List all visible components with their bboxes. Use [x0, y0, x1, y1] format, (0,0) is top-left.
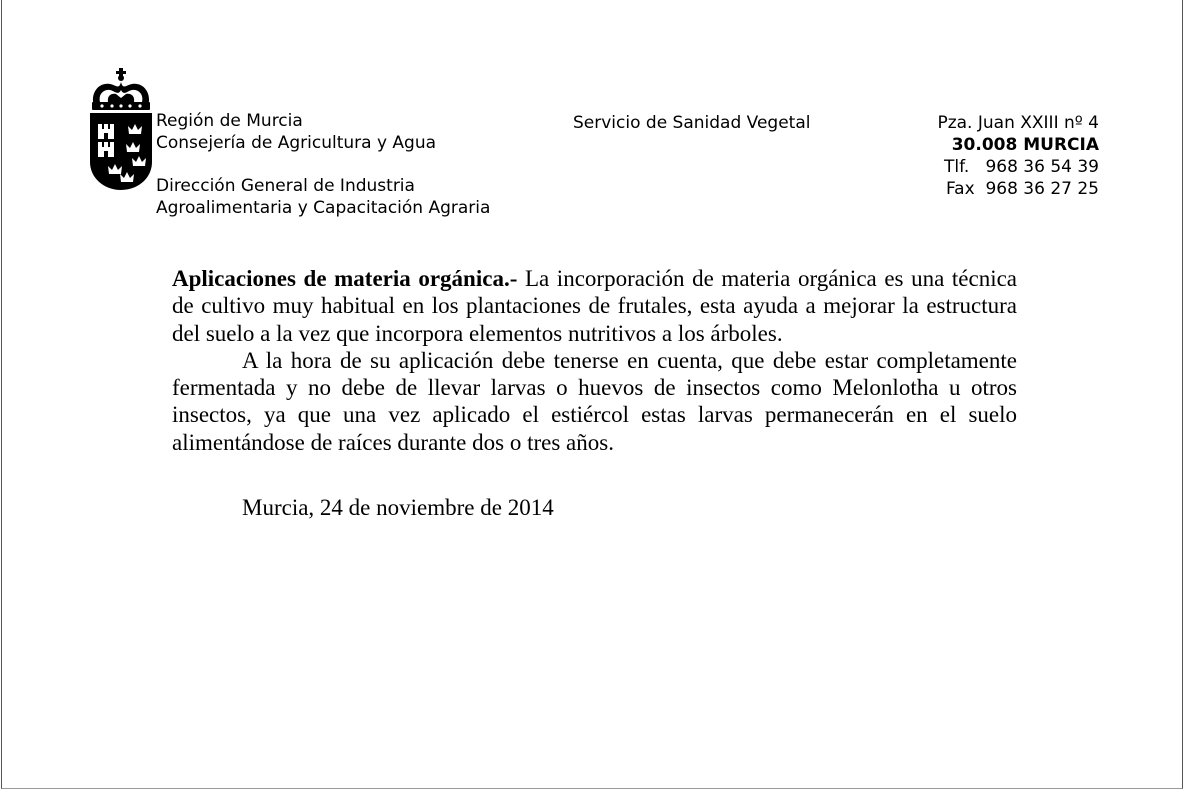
- service-name: Servicio de Sanidad Vegetal: [573, 113, 811, 133]
- region-murcia-coat-of-arms-icon: [88, 68, 154, 192]
- paragraph-1: [172, 265, 1017, 347]
- date-line: Murcia, 24 de noviembre de 2014: [242, 495, 554, 520]
- section-heading: Aplicaciones de materia orgánica.-: [172, 266, 518, 291]
- paragraph-2: A la hora de su aplicación debe tenerse en cuenta, que debe estar completamente fermentada y no debe de llevar larvas o huevos de insectos como Melonlotha u otros insectos, ya que una vez aplicado el estiércol estas larvas permanecerán en el suelo alimentándose de raíces durante dos o tres años.: [172, 347, 1017, 455]
- paragraph-1-text: La incorporación de materia orgánica es una técnica de cultivo muy habitual en los plantaciones de frutales, esta ayuda a mejorar la estructura del suelo a la vez que incorpora elementos nutritivos a los árboles.: [172, 266, 1017, 346]
- phone-number: Tlf. 968 36 54 39: [943, 157, 1099, 177]
- address-block: [937, 112, 1099, 200]
- directorate-line-1: Dirección General de Industria: [156, 176, 415, 196]
- document-body: [172, 265, 1017, 456]
- region-name: Región de Murcia: [156, 111, 303, 131]
- fax-number: Fax 968 36 27 25: [945, 179, 1099, 199]
- organization-block: [156, 110, 490, 219]
- directorate-line-2: Agroalimentaria y Capacitación Agraria: [156, 198, 491, 218]
- address-city: 30.008 MURCIA: [951, 135, 1099, 155]
- department-name: Consejería de Agricultura y Agua: [156, 133, 437, 153]
- address-street: Pza. Juan XXIII nº 4: [937, 113, 1099, 133]
